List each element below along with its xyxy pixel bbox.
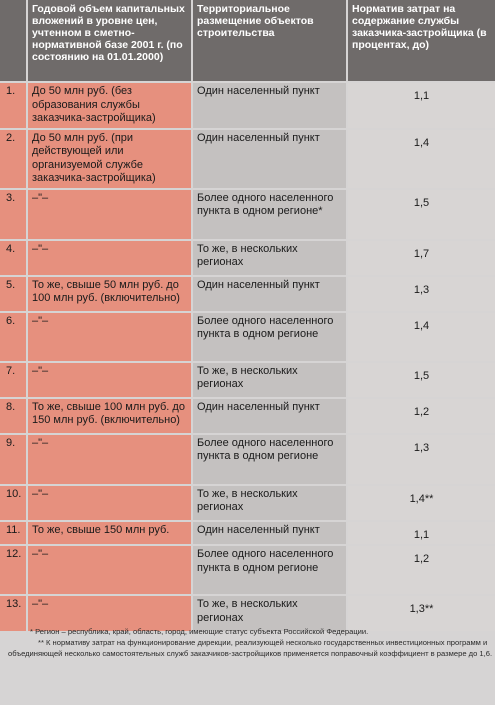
table-row bbox=[0, 398, 495, 434]
row-norm: 1,2 bbox=[347, 545, 495, 595]
table-row bbox=[0, 521, 495, 546]
row-territory: То же, в нескольких регионах bbox=[192, 362, 347, 398]
table-row bbox=[0, 189, 495, 240]
footnote-region: * Регион – республика, край, область, город, имеющие статус субъекта Российской Федерации. bbox=[30, 627, 369, 636]
row-norm: 1,4 bbox=[347, 312, 495, 362]
row-volume: –"– bbox=[27, 240, 192, 276]
row-volume: То же, свыше 150 млн руб. bbox=[27, 521, 192, 546]
table-header-row bbox=[0, 0, 495, 82]
row-number: 1. bbox=[0, 82, 27, 129]
row-norm: 1,1 bbox=[347, 521, 495, 546]
row-volume: –"– bbox=[27, 434, 192, 485]
row-number: 12. bbox=[0, 545, 27, 595]
row-norm: 1,3** bbox=[347, 595, 495, 631]
row-territory: Более одного населенного пункта в одном регионе bbox=[192, 545, 347, 595]
row-territory: Один населенный пункт bbox=[192, 398, 347, 434]
row-number: 3. bbox=[0, 189, 27, 240]
row-volume: –"– bbox=[27, 189, 192, 240]
row-norm: 1,2 bbox=[347, 398, 495, 434]
row-norm: 1,5 bbox=[347, 189, 495, 240]
row-territory: То же, в нескольких регионах bbox=[192, 240, 347, 276]
row-number: 13. bbox=[0, 595, 27, 631]
row-norm: 1,4** bbox=[347, 485, 495, 521]
row-territory: То же, в нескольких регионах bbox=[192, 485, 347, 521]
row-volume: То же, свыше 50 млн руб. до 100 млн руб. (включительно) bbox=[27, 276, 192, 312]
table-row bbox=[0, 485, 495, 521]
row-volume: –"– bbox=[27, 595, 192, 631]
row-norm: 1,7 bbox=[347, 240, 495, 276]
row-territory: Один населенный пункт bbox=[192, 129, 347, 189]
row-number: 5. bbox=[0, 276, 27, 312]
table-row bbox=[0, 82, 495, 129]
row-volume: До 50 млн руб. (при действующей или организуемой службе заказчика-застройщика) bbox=[27, 129, 192, 189]
row-number: 11. bbox=[0, 521, 27, 546]
row-number: 7. bbox=[0, 362, 27, 398]
table-row bbox=[0, 276, 495, 312]
table-row bbox=[0, 240, 495, 276]
row-volume: –"– bbox=[27, 545, 192, 595]
row-territory: Более одного населенного пункта в одном регионе bbox=[192, 312, 347, 362]
row-territory: Более одного населенного пункта в одном регионе bbox=[192, 434, 347, 485]
table-row bbox=[0, 362, 495, 398]
footnotes bbox=[0, 626, 495, 659]
table-row bbox=[0, 312, 495, 362]
row-territory: То же, в нескольких регионах bbox=[192, 595, 347, 631]
row-territory: Один населенный пункт bbox=[192, 82, 347, 129]
row-number: 4. bbox=[0, 240, 27, 276]
table-row bbox=[0, 545, 495, 595]
row-volume: –"– bbox=[27, 312, 192, 362]
table-row bbox=[0, 129, 495, 189]
row-number: 9. bbox=[0, 434, 27, 485]
row-norm: 1,3 bbox=[347, 276, 495, 312]
row-volume: –"– bbox=[27, 362, 192, 398]
footnote-coefficient: ** К нормативу затрат на функционирование дирекции, реализующей несколько государственных инвестиционных программ и объединяющей несколько самостоятельных служб заказчиков-застройщиков применяется поправочный коэффициент в размере до 1,6. bbox=[8, 638, 493, 658]
row-territory: Один населенный пункт bbox=[192, 276, 347, 312]
row-norm: 1,4 bbox=[347, 129, 495, 189]
row-norm: 1,1 bbox=[347, 82, 495, 129]
row-territory: Более одного населенного пункта в одном регионе* bbox=[192, 189, 347, 240]
header-volume: Годовой объем капитальных вложений в уровне цен, учтенном в сметно-нормативной базе 2001 г. (по состоянию на 01.01.2000) bbox=[27, 0, 192, 82]
header-territory: Территориальное размещение объектов строительства bbox=[192, 0, 347, 82]
header-num bbox=[0, 0, 27, 82]
row-norm: 1,5 bbox=[347, 362, 495, 398]
row-number: 8. bbox=[0, 398, 27, 434]
header-norm: Норматив затрат на содержание службы заказчика-застройщика (в процентах, до) bbox=[347, 0, 495, 82]
row-number: 10. bbox=[0, 485, 27, 521]
row-number: 6. bbox=[0, 312, 27, 362]
row-territory: Один населенный пункт bbox=[192, 521, 347, 546]
table-row bbox=[0, 434, 495, 485]
row-volume: То же, свыше 100 млн руб. до 150 млн руб. (включительно) bbox=[27, 398, 192, 434]
row-number: 2. bbox=[0, 129, 27, 189]
row-volume: –"– bbox=[27, 485, 192, 521]
row-volume: До 50 млн руб. (без образования службы заказчика-застройщика) bbox=[27, 82, 192, 129]
row-norm: 1,3 bbox=[347, 434, 495, 485]
